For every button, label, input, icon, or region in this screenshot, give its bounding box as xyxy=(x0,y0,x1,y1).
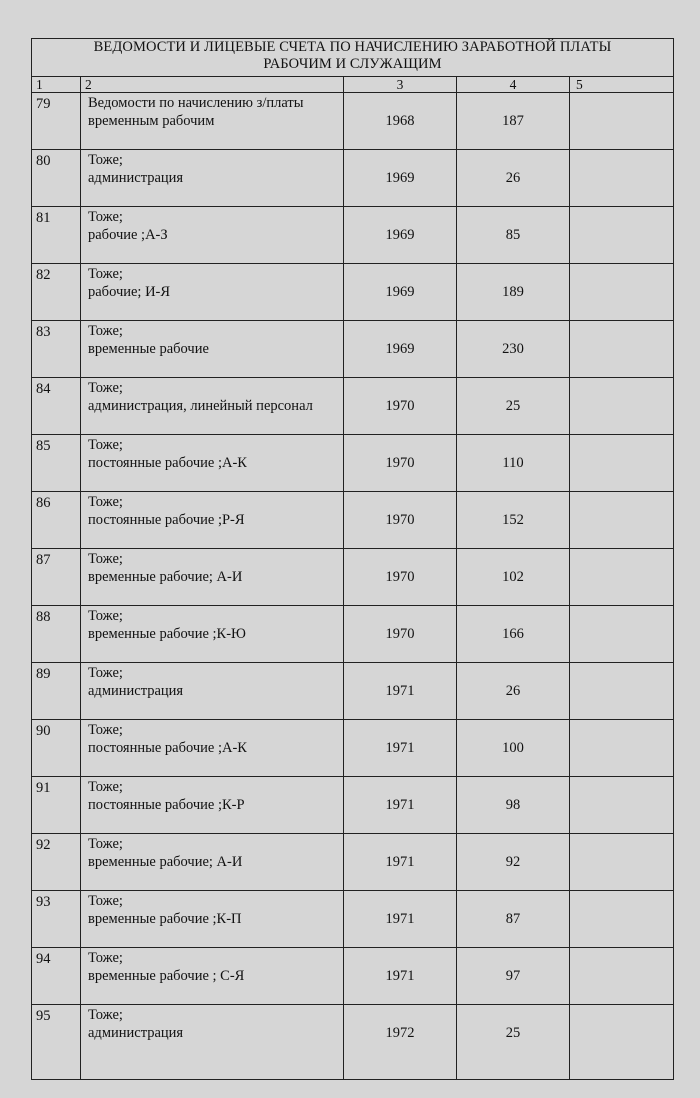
record-title xyxy=(81,549,344,606)
table-row xyxy=(32,1005,674,1080)
record-title-line-1: Тоже; xyxy=(88,608,123,624)
record-title-line-1: Тоже; xyxy=(88,665,123,681)
record-number: 85 xyxy=(32,435,81,492)
record-title-line-1: Тоже; xyxy=(88,437,123,453)
record-title xyxy=(81,720,344,777)
record-number: 86 xyxy=(32,492,81,549)
inventory-table xyxy=(31,38,674,1080)
record-note xyxy=(570,1005,674,1080)
column-number-5: 5 xyxy=(570,77,674,93)
record-number: 84 xyxy=(32,378,81,435)
table-title xyxy=(32,39,674,77)
record-note xyxy=(570,435,674,492)
record-year xyxy=(344,834,457,891)
record-title xyxy=(81,435,344,492)
record-title-line-2: временные рабочие xyxy=(88,341,209,357)
record-year xyxy=(344,663,457,720)
record-note xyxy=(570,264,674,321)
record-sheet-count xyxy=(457,264,570,321)
record-number: 93 xyxy=(32,891,81,948)
table-row xyxy=(32,435,674,492)
table-row xyxy=(32,606,674,663)
record-title-line-1: Тоже; xyxy=(88,152,123,168)
record-year-value: 1969 xyxy=(385,170,415,186)
table-row xyxy=(32,150,674,207)
record-sheet-count xyxy=(457,549,570,606)
record-year-value: 1971 xyxy=(385,911,415,927)
record-sheet-count xyxy=(457,948,570,1005)
record-year-value: 1970 xyxy=(385,569,415,585)
record-year xyxy=(344,150,457,207)
record-note xyxy=(570,606,674,663)
record-year-value: 1971 xyxy=(385,797,415,813)
record-title-line-2: временные рабочие ;К-Ю xyxy=(88,626,246,642)
table-row xyxy=(32,207,674,264)
record-title-line-1: Тоже; xyxy=(88,779,123,795)
record-title-line-1: Тоже; xyxy=(88,266,123,282)
record-title-line-2: постоянные рабочие ;А-К xyxy=(88,740,247,756)
table-row xyxy=(32,720,674,777)
column-number-4: 4 xyxy=(457,77,570,93)
table-row xyxy=(32,378,674,435)
record-year-value: 1970 xyxy=(385,455,415,471)
record-sheet-count-value: 98 xyxy=(505,797,521,813)
record-title xyxy=(81,891,344,948)
record-title-line-2: временные рабочие ; С-Я xyxy=(88,968,245,984)
record-title-line-1: Тоже; xyxy=(88,380,123,396)
record-year-value: 1971 xyxy=(385,854,415,870)
table-body xyxy=(32,93,674,1080)
table-title-line-1: ВЕДОМОСТИ И ЛИЦЕВЫЕ СЧЕТА ПО НАЧИСЛЕНИЮ ЗАРАБОТНОЙ ПЛАТЫ xyxy=(93,39,612,55)
record-title xyxy=(81,777,344,834)
record-number: 91 xyxy=(32,777,81,834)
record-title-line-2: рабочие; И-Я xyxy=(88,284,171,300)
record-number: 88 xyxy=(32,606,81,663)
record-number: 95 xyxy=(32,1005,81,1080)
record-title xyxy=(81,1005,344,1080)
record-sheet-count-value: 189 xyxy=(502,284,524,300)
record-year-value: 1970 xyxy=(385,398,415,414)
scanned-sheet xyxy=(31,38,673,1060)
table-row xyxy=(32,93,674,150)
record-year xyxy=(344,492,457,549)
record-year-value: 1969 xyxy=(385,284,415,300)
record-note xyxy=(570,777,674,834)
record-sheet-count xyxy=(457,777,570,834)
record-title-line-2: временные рабочие; А-И xyxy=(88,569,243,585)
record-year-value: 1969 xyxy=(385,341,415,357)
record-year xyxy=(344,264,457,321)
record-year xyxy=(344,1005,457,1080)
record-sheet-count xyxy=(457,891,570,948)
record-title xyxy=(81,264,344,321)
record-note xyxy=(570,150,674,207)
record-title-line-1: Тоже; xyxy=(88,950,123,966)
record-title-line-2: администрация xyxy=(88,1025,184,1041)
record-title-line-2: администрация, линейный персонал xyxy=(88,398,313,414)
record-title-line-2: постоянные рабочие ;А-К xyxy=(88,455,247,471)
record-sheet-count-value: 25 xyxy=(505,1025,521,1041)
record-title xyxy=(81,663,344,720)
record-year-value: 1969 xyxy=(385,227,415,243)
record-sheet-count-value: 166 xyxy=(502,626,524,642)
record-title-line-1: Ведомости по начислению з/платы xyxy=(88,95,304,111)
table-title-line-2: РАБОЧИМ И СЛУЖАЩИМ xyxy=(263,56,442,72)
record-sheet-count-value: 26 xyxy=(505,683,521,699)
record-number: 82 xyxy=(32,264,81,321)
record-title-line-2: постоянные рабочие ;Р-Я xyxy=(88,512,245,528)
record-title-line-2: временным рабочим xyxy=(88,113,215,129)
record-title-line-1: Тоже; xyxy=(88,209,123,225)
record-title xyxy=(81,606,344,663)
record-note xyxy=(570,93,674,150)
record-number: 92 xyxy=(32,834,81,891)
record-title-line-2: администрация xyxy=(88,170,184,186)
record-title xyxy=(81,378,344,435)
record-number: 89 xyxy=(32,663,81,720)
table-row xyxy=(32,663,674,720)
table-row xyxy=(32,492,674,549)
column-number-row xyxy=(32,77,674,93)
record-sheet-count xyxy=(457,435,570,492)
record-year xyxy=(344,891,457,948)
record-sheet-count xyxy=(457,663,570,720)
record-sheet-count xyxy=(457,834,570,891)
record-sheet-count xyxy=(457,720,570,777)
record-year xyxy=(344,207,457,264)
record-title-line-1: Тоже; xyxy=(88,1007,123,1023)
record-title xyxy=(81,207,344,264)
record-note xyxy=(570,891,674,948)
record-note xyxy=(570,720,674,777)
record-year xyxy=(344,378,457,435)
table-row xyxy=(32,264,674,321)
record-title xyxy=(81,93,344,150)
record-title-line-1: Тоже; xyxy=(88,722,123,738)
record-sheet-count-value: 85 xyxy=(505,227,521,243)
record-title xyxy=(81,834,344,891)
record-sheet-count-value: 100 xyxy=(502,740,524,756)
record-sheet-count-value: 102 xyxy=(502,569,524,585)
record-note xyxy=(570,663,674,720)
table-row xyxy=(32,321,674,378)
record-note xyxy=(570,948,674,1005)
column-number-3: 3 xyxy=(344,77,457,93)
record-sheet-count xyxy=(457,321,570,378)
record-number: 83 xyxy=(32,321,81,378)
record-year xyxy=(344,549,457,606)
record-sheet-count-value: 152 xyxy=(502,512,524,528)
record-year xyxy=(344,93,457,150)
record-title-line-1: Тоже; xyxy=(88,551,123,567)
record-number: 81 xyxy=(32,207,81,264)
record-sheet-count-value: 97 xyxy=(505,968,521,984)
record-sheet-count-value: 25 xyxy=(505,398,521,414)
record-note xyxy=(570,321,674,378)
record-title xyxy=(81,492,344,549)
record-title-line-2: временные рабочие ;К-П xyxy=(88,911,242,927)
record-title-line-1: Тоже; xyxy=(88,893,123,909)
record-title xyxy=(81,150,344,207)
record-number: 79 xyxy=(32,93,81,150)
record-year xyxy=(344,948,457,1005)
record-number: 90 xyxy=(32,720,81,777)
record-year-value: 1972 xyxy=(385,1025,415,1041)
record-year-value: 1971 xyxy=(385,683,415,699)
record-year xyxy=(344,777,457,834)
record-note xyxy=(570,549,674,606)
record-year xyxy=(344,720,457,777)
record-sheet-count-value: 26 xyxy=(505,170,521,186)
table-row xyxy=(32,891,674,948)
record-year xyxy=(344,606,457,663)
record-sheet-count xyxy=(457,378,570,435)
record-sheet-count xyxy=(457,93,570,150)
record-sheet-count-value: 92 xyxy=(505,854,521,870)
record-number: 87 xyxy=(32,549,81,606)
table-row xyxy=(32,948,674,1005)
record-year-value: 1971 xyxy=(385,968,415,984)
table-row xyxy=(32,777,674,834)
record-year-value: 1970 xyxy=(385,626,415,642)
record-title-line-2: временные рабочие; А-И xyxy=(88,854,243,870)
record-note xyxy=(570,492,674,549)
record-sheet-count xyxy=(457,207,570,264)
record-title-line-2: рабочие ;А-З xyxy=(88,227,168,243)
record-title-line-2: администрация xyxy=(88,683,184,699)
record-title-line-1: Тоже; xyxy=(88,323,123,339)
record-title-line-1: Тоже; xyxy=(88,494,123,510)
record-title xyxy=(81,321,344,378)
record-title-line-2: постоянные рабочие ;К-Р xyxy=(88,797,245,813)
record-number: 80 xyxy=(32,150,81,207)
record-sheet-count-value: 110 xyxy=(502,455,524,471)
record-title-line-1: Тоже; xyxy=(88,836,123,852)
record-note xyxy=(570,834,674,891)
record-year xyxy=(344,435,457,492)
record-year-value: 1968 xyxy=(385,113,415,129)
record-year xyxy=(344,321,457,378)
record-number: 94 xyxy=(32,948,81,1005)
record-sheet-count xyxy=(457,150,570,207)
column-number-1: 1 xyxy=(32,77,81,93)
record-sheet-count xyxy=(457,1005,570,1080)
table-row xyxy=(32,834,674,891)
record-sheet-count xyxy=(457,606,570,663)
record-sheet-count-value: 187 xyxy=(502,113,524,129)
record-sheet-count-value: 230 xyxy=(502,341,524,357)
column-number-2: 2 xyxy=(81,77,344,93)
record-title xyxy=(81,948,344,1005)
record-year-value: 1970 xyxy=(385,512,415,528)
record-sheet-count-value: 87 xyxy=(505,911,521,927)
record-sheet-count xyxy=(457,492,570,549)
table-row xyxy=(32,549,674,606)
record-year-value: 1971 xyxy=(385,740,415,756)
record-note xyxy=(570,207,674,264)
record-note xyxy=(570,378,674,435)
